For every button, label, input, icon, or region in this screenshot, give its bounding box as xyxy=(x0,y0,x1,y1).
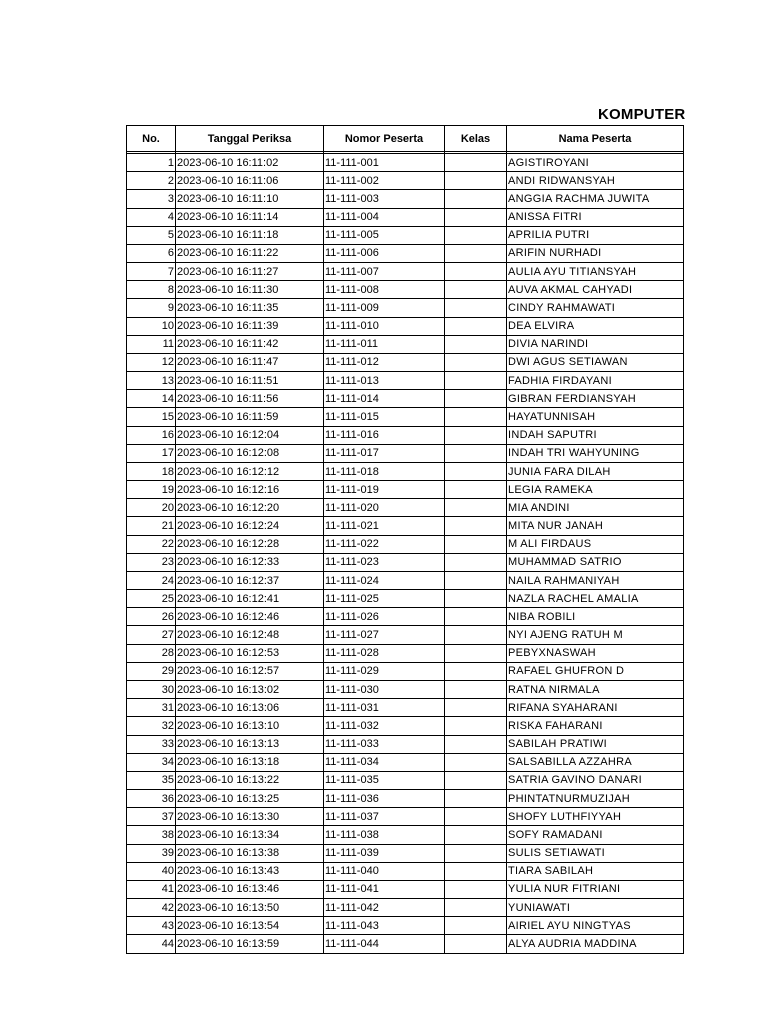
nomor-peserta-cell: 11-111-036 xyxy=(324,790,445,808)
table-body xyxy=(127,154,684,954)
table-row xyxy=(127,680,684,698)
kelas-cell xyxy=(445,826,507,844)
table-row xyxy=(127,353,684,371)
nama-peserta-cell: RAFAEL GHUFRON D xyxy=(507,662,684,680)
table-row xyxy=(127,462,684,480)
nama-peserta-cell: MIA ANDINI xyxy=(507,499,684,517)
nomor-peserta-cell: 11-111-042 xyxy=(324,899,445,917)
table-row xyxy=(127,808,684,826)
table-row xyxy=(127,335,684,353)
nomor-peserta-cell: 11-111-038 xyxy=(324,826,445,844)
nama-peserta-cell: PEBYXNASWAH xyxy=(507,644,684,662)
nama-peserta-cell: GIBRAN FERDIANSYAH xyxy=(507,390,684,408)
kelas-cell xyxy=(445,735,507,753)
table-row xyxy=(127,626,684,644)
tanggal-periksa-cell: 2023-06-10 16:11:06 xyxy=(176,172,324,190)
tanggal-periksa-cell: 2023-06-10 16:11:47 xyxy=(176,353,324,371)
kelas-cell xyxy=(445,444,507,462)
table-row xyxy=(127,826,684,844)
row-number: 17 xyxy=(127,444,176,462)
tanggal-periksa-cell: 2023-06-10 16:13:34 xyxy=(176,826,324,844)
kelas-cell xyxy=(445,372,507,390)
participant-table xyxy=(126,125,684,954)
kelas-cell xyxy=(445,190,507,208)
kelas-cell xyxy=(445,935,507,953)
table-row xyxy=(127,753,684,771)
kelas-cell xyxy=(445,208,507,226)
table-row xyxy=(127,844,684,862)
tanggal-periksa-cell: 2023-06-10 16:11:59 xyxy=(176,408,324,426)
table-row xyxy=(127,426,684,444)
table-row xyxy=(127,735,684,753)
table-row xyxy=(127,571,684,589)
tanggal-periksa-cell: 2023-06-10 16:11:42 xyxy=(176,335,324,353)
nomor-peserta-cell: 11-111-033 xyxy=(324,735,445,753)
table-row xyxy=(127,244,684,262)
tanggal-periksa-cell: 2023-06-10 16:12:12 xyxy=(176,462,324,480)
nama-peserta-cell: ARIFIN NURHADI xyxy=(507,244,684,262)
nama-peserta-cell: ANGGIA RACHMA JUWITA xyxy=(507,190,684,208)
kelas-cell xyxy=(445,281,507,299)
nama-peserta-cell: HAYATUNNISAH xyxy=(507,408,684,426)
row-number: 1 xyxy=(127,154,176,172)
nomor-peserta-cell: 11-111-037 xyxy=(324,808,445,826)
nomor-peserta-cell: 11-111-004 xyxy=(324,208,445,226)
row-number: 26 xyxy=(127,608,176,626)
nama-peserta-cell: NYI AJENG RATUH M xyxy=(507,626,684,644)
kelas-cell xyxy=(445,790,507,808)
row-number: 36 xyxy=(127,790,176,808)
tanggal-periksa-cell: 2023-06-10 16:11:02 xyxy=(176,154,324,172)
kelas-cell xyxy=(445,408,507,426)
nomor-peserta-cell: 11-111-001 xyxy=(324,154,445,172)
row-number: 16 xyxy=(127,426,176,444)
tanggal-periksa-cell: 2023-06-10 16:13:59 xyxy=(176,935,324,953)
nomor-peserta-cell: 11-111-005 xyxy=(324,226,445,244)
nomor-peserta-cell: 11-111-043 xyxy=(324,917,445,935)
nama-peserta-cell: TIARA SABILAH xyxy=(507,862,684,880)
table-row xyxy=(127,226,684,244)
kelas-cell xyxy=(445,680,507,698)
kelas-cell xyxy=(445,917,507,935)
kelas-cell xyxy=(445,571,507,589)
table-row xyxy=(127,917,684,935)
row-number: 42 xyxy=(127,899,176,917)
table-row xyxy=(127,662,684,680)
nomor-peserta-cell: 11-111-031 xyxy=(324,699,445,717)
tanggal-periksa-cell: 2023-06-10 16:11:10 xyxy=(176,190,324,208)
kelas-cell xyxy=(445,553,507,571)
nomor-peserta-cell: 11-111-010 xyxy=(324,317,445,335)
tanggal-periksa-cell: 2023-06-10 16:11:22 xyxy=(176,244,324,262)
row-number: 9 xyxy=(127,299,176,317)
nomor-peserta-cell: 11-111-022 xyxy=(324,535,445,553)
nama-peserta-cell: ANDI RIDWANSYAH xyxy=(507,172,684,190)
kelas-cell xyxy=(445,317,507,335)
tanggal-periksa-cell: 2023-06-10 16:13:13 xyxy=(176,735,324,753)
row-number: 37 xyxy=(127,808,176,826)
table-row xyxy=(127,517,684,535)
tanggal-periksa-cell: 2023-06-10 16:13:06 xyxy=(176,699,324,717)
table-row xyxy=(127,771,684,789)
row-number: 14 xyxy=(127,390,176,408)
nomor-peserta-cell: 11-111-024 xyxy=(324,571,445,589)
row-number: 30 xyxy=(127,680,176,698)
header-row xyxy=(127,126,684,152)
nama-peserta-cell: LEGIA RAMEKA xyxy=(507,481,684,499)
table-row xyxy=(127,208,684,226)
kelas-cell xyxy=(445,299,507,317)
nama-peserta-cell: DEA ELVIRA xyxy=(507,317,684,335)
tanggal-periksa-cell: 2023-06-10 16:11:39 xyxy=(176,317,324,335)
kelas-cell xyxy=(445,335,507,353)
nama-peserta-cell: NIBA ROBILI xyxy=(507,608,684,626)
row-number: 2 xyxy=(127,172,176,190)
row-number: 3 xyxy=(127,190,176,208)
table-row xyxy=(127,390,684,408)
nomor-peserta-cell: 11-111-020 xyxy=(324,499,445,517)
table-row xyxy=(127,154,684,172)
nama-peserta-cell: PHINTATNURMUZIJAH xyxy=(507,790,684,808)
kelas-cell xyxy=(445,771,507,789)
tanggal-periksa-cell: 2023-06-10 16:13:46 xyxy=(176,880,324,898)
table-row xyxy=(127,172,684,190)
nama-peserta-cell: DWI AGUS SETIAWAN xyxy=(507,353,684,371)
table-row xyxy=(127,590,684,608)
nama-peserta-cell: SHOFY LUTHFIYYAH xyxy=(507,808,684,826)
nama-peserta-cell: AULIA AYU TITIANSYAH xyxy=(507,263,684,281)
table-row xyxy=(127,535,684,553)
row-number: 11 xyxy=(127,335,176,353)
nama-peserta-cell: FADHIA FIRDAYANI xyxy=(507,372,684,390)
nama-peserta-cell: SALSABILLA AZZAHRA xyxy=(507,753,684,771)
tanggal-periksa-cell: 2023-06-10 16:11:56 xyxy=(176,390,324,408)
nomor-peserta-cell: 11-111-023 xyxy=(324,553,445,571)
table-row xyxy=(127,608,684,626)
nomor-peserta-cell: 11-111-035 xyxy=(324,771,445,789)
nomor-peserta-cell: 11-111-025 xyxy=(324,590,445,608)
nama-peserta-cell: ANISSA FITRI xyxy=(507,208,684,226)
tanggal-periksa-cell: 2023-06-10 16:12:33 xyxy=(176,553,324,571)
kelas-cell xyxy=(445,535,507,553)
nomor-peserta-cell: 11-111-030 xyxy=(324,680,445,698)
nama-peserta-cell: YULIA NUR FITRIANI xyxy=(507,880,684,898)
nama-peserta-cell: MITA NUR JANAH xyxy=(507,517,684,535)
tanggal-periksa-cell: 2023-06-10 16:12:08 xyxy=(176,444,324,462)
row-number: 29 xyxy=(127,662,176,680)
nama-peserta-cell: INDAH TRI WAHYUNING xyxy=(507,444,684,462)
table-row xyxy=(127,699,684,717)
table-row xyxy=(127,481,684,499)
header-tanggal-periksa: Tanggal Periksa xyxy=(176,126,324,152)
tanggal-periksa-cell: 2023-06-10 16:12:53 xyxy=(176,644,324,662)
tanggal-periksa-cell: 2023-06-10 16:12:20 xyxy=(176,499,324,517)
kelas-cell xyxy=(445,699,507,717)
row-number: 35 xyxy=(127,771,176,789)
nama-peserta-cell: ALYA AUDRIA MADDINA xyxy=(507,935,684,953)
row-number: 40 xyxy=(127,862,176,880)
nomor-peserta-cell: 11-111-019 xyxy=(324,481,445,499)
nama-peserta-cell: INDAH SAPUTRI xyxy=(507,426,684,444)
row-number: 25 xyxy=(127,590,176,608)
table-row xyxy=(127,317,684,335)
row-number: 12 xyxy=(127,353,176,371)
nomor-peserta-cell: 11-111-028 xyxy=(324,644,445,662)
tanggal-periksa-cell: 2023-06-10 16:13:30 xyxy=(176,808,324,826)
nomor-peserta-cell: 11-111-021 xyxy=(324,517,445,535)
row-number: 23 xyxy=(127,553,176,571)
tanggal-periksa-cell: 2023-06-10 16:12:24 xyxy=(176,517,324,535)
row-number: 10 xyxy=(127,317,176,335)
tanggal-periksa-cell: 2023-06-10 16:13:10 xyxy=(176,717,324,735)
kelas-cell xyxy=(445,263,507,281)
row-number: 4 xyxy=(127,208,176,226)
kelas-cell xyxy=(445,862,507,880)
tanggal-periksa-cell: 2023-06-10 16:12:16 xyxy=(176,481,324,499)
header-kelas: Kelas xyxy=(445,126,507,152)
nomor-peserta-cell: 11-111-041 xyxy=(324,880,445,898)
row-number: 8 xyxy=(127,281,176,299)
row-number: 44 xyxy=(127,935,176,953)
kelas-cell xyxy=(445,644,507,662)
table-row xyxy=(127,935,684,953)
row-number: 15 xyxy=(127,408,176,426)
nama-peserta-cell: SABILAH PRATIWI xyxy=(507,735,684,753)
nama-peserta-cell: JUNIA FARA DILAH xyxy=(507,462,684,480)
kelas-cell xyxy=(445,390,507,408)
nomor-peserta-cell: 11-111-018 xyxy=(324,462,445,480)
table-row xyxy=(127,190,684,208)
tanggal-periksa-cell: 2023-06-10 16:11:18 xyxy=(176,226,324,244)
kelas-cell xyxy=(445,244,507,262)
tanggal-periksa-cell: 2023-06-10 16:12:37 xyxy=(176,571,324,589)
tanggal-periksa-cell: 2023-06-10 16:13:22 xyxy=(176,771,324,789)
nomor-peserta-cell: 11-111-015 xyxy=(324,408,445,426)
nomor-peserta-cell: 11-111-002 xyxy=(324,172,445,190)
table-row xyxy=(127,899,684,917)
nomor-peserta-cell: 11-111-027 xyxy=(324,626,445,644)
nama-peserta-cell: SATRIA GAVINO DANARI xyxy=(507,771,684,789)
nomor-peserta-cell: 11-111-044 xyxy=(324,935,445,953)
row-number: 22 xyxy=(127,535,176,553)
kelas-cell xyxy=(445,154,507,172)
nama-peserta-cell: AUVA AKMAL CAHYADI xyxy=(507,281,684,299)
tanggal-periksa-cell: 2023-06-10 16:12:28 xyxy=(176,535,324,553)
tanggal-periksa-cell: 2023-06-10 16:13:43 xyxy=(176,862,324,880)
tanggal-periksa-cell: 2023-06-10 16:11:35 xyxy=(176,299,324,317)
row-number: 18 xyxy=(127,462,176,480)
nomor-peserta-cell: 11-111-009 xyxy=(324,299,445,317)
table-row xyxy=(127,263,684,281)
kelas-cell xyxy=(445,808,507,826)
table-row xyxy=(127,862,684,880)
nomor-peserta-cell: 11-111-013 xyxy=(324,372,445,390)
kelas-cell xyxy=(445,462,507,480)
row-number: 21 xyxy=(127,517,176,535)
kelas-cell xyxy=(445,426,507,444)
row-number: 6 xyxy=(127,244,176,262)
kelas-cell xyxy=(445,880,507,898)
row-number: 7 xyxy=(127,263,176,281)
tanggal-periksa-cell: 2023-06-10 16:11:30 xyxy=(176,281,324,299)
row-number: 24 xyxy=(127,571,176,589)
kelas-cell xyxy=(445,844,507,862)
header-nomor-peserta: Nomor Peserta xyxy=(324,126,445,152)
nomor-peserta-cell: 11-111-003 xyxy=(324,190,445,208)
page-title: KOMPUTER xyxy=(598,106,686,123)
nomor-peserta-cell: 11-111-034 xyxy=(324,753,445,771)
nama-peserta-cell: MUHAMMAD SATRIO xyxy=(507,553,684,571)
kelas-cell xyxy=(445,172,507,190)
nama-peserta-cell: M ALI FIRDAUS xyxy=(507,535,684,553)
nomor-peserta-cell: 11-111-006 xyxy=(324,244,445,262)
nama-peserta-cell: YUNIAWATI xyxy=(507,899,684,917)
row-number: 13 xyxy=(127,372,176,390)
row-number: 39 xyxy=(127,844,176,862)
nomor-peserta-cell: 11-111-040 xyxy=(324,862,445,880)
nama-peserta-cell: APRILIA PUTRI xyxy=(507,226,684,244)
row-number: 19 xyxy=(127,481,176,499)
tanggal-periksa-cell: 2023-06-10 16:13:02 xyxy=(176,680,324,698)
kelas-cell xyxy=(445,353,507,371)
tanggal-periksa-cell: 2023-06-10 16:12:04 xyxy=(176,426,324,444)
nama-peserta-cell: NAILA RAHMANIYAH xyxy=(507,571,684,589)
tanggal-periksa-cell: 2023-06-10 16:12:41 xyxy=(176,590,324,608)
table-row xyxy=(127,299,684,317)
table-row xyxy=(127,281,684,299)
row-number: 5 xyxy=(127,226,176,244)
nama-peserta-cell: RISKA FAHARANI xyxy=(507,717,684,735)
tanggal-periksa-cell: 2023-06-10 16:11:27 xyxy=(176,263,324,281)
kelas-cell xyxy=(445,608,507,626)
nomor-peserta-cell: 11-111-017 xyxy=(324,444,445,462)
table-row xyxy=(127,790,684,808)
nama-peserta-cell: SULIS SETIAWATI xyxy=(507,844,684,862)
header-no: No. xyxy=(127,126,176,152)
kelas-cell xyxy=(445,226,507,244)
nama-peserta-cell: RIFANA SYAHARANI xyxy=(507,699,684,717)
kelas-cell xyxy=(445,517,507,535)
nama-peserta-cell: SOFY RAMADANI xyxy=(507,826,684,844)
kelas-cell xyxy=(445,662,507,680)
nomor-peserta-cell: 11-111-007 xyxy=(324,263,445,281)
tanggal-periksa-cell: 2023-06-10 16:13:18 xyxy=(176,753,324,771)
table-row xyxy=(127,644,684,662)
tanggal-periksa-cell: 2023-06-10 16:12:46 xyxy=(176,608,324,626)
nomor-peserta-cell: 11-111-032 xyxy=(324,717,445,735)
table-row xyxy=(127,444,684,462)
table-row xyxy=(127,408,684,426)
nomor-peserta-cell: 11-111-014 xyxy=(324,390,445,408)
kelas-cell xyxy=(445,590,507,608)
nama-peserta-cell: DIVIA NARINDI xyxy=(507,335,684,353)
tanggal-periksa-cell: 2023-06-10 16:11:14 xyxy=(176,208,324,226)
kelas-cell xyxy=(445,499,507,517)
row-number: 34 xyxy=(127,753,176,771)
tanggal-periksa-cell: 2023-06-10 16:13:54 xyxy=(176,917,324,935)
kelas-cell xyxy=(445,626,507,644)
row-number: 28 xyxy=(127,644,176,662)
nomor-peserta-cell: 11-111-029 xyxy=(324,662,445,680)
kelas-cell xyxy=(445,481,507,499)
table-header xyxy=(127,126,684,152)
tanggal-periksa-cell: 2023-06-10 16:12:48 xyxy=(176,626,324,644)
table-row xyxy=(127,553,684,571)
tanggal-periksa-cell: 2023-06-10 16:11:51 xyxy=(176,372,324,390)
kelas-cell xyxy=(445,899,507,917)
nama-peserta-cell: AIRIEL AYU NINGTYAS xyxy=(507,917,684,935)
nama-peserta-cell: CINDY RAHMAWATI xyxy=(507,299,684,317)
row-number: 43 xyxy=(127,917,176,935)
row-number: 27 xyxy=(127,626,176,644)
tanggal-periksa-cell: 2023-06-10 16:12:57 xyxy=(176,662,324,680)
table-row xyxy=(127,372,684,390)
table-row xyxy=(127,717,684,735)
row-number: 20 xyxy=(127,499,176,517)
table-row xyxy=(127,880,684,898)
nomor-peserta-cell: 11-111-012 xyxy=(324,353,445,371)
row-number: 41 xyxy=(127,880,176,898)
tanggal-periksa-cell: 2023-06-10 16:13:50 xyxy=(176,899,324,917)
nama-peserta-cell: NAZLA RACHEL AMALIA xyxy=(507,590,684,608)
nomor-peserta-cell: 11-111-016 xyxy=(324,426,445,444)
tanggal-periksa-cell: 2023-06-10 16:13:38 xyxy=(176,844,324,862)
row-number: 31 xyxy=(127,699,176,717)
header-nama-peserta: Nama Peserta xyxy=(507,126,684,152)
tanggal-periksa-cell: 2023-06-10 16:13:25 xyxy=(176,790,324,808)
row-number: 38 xyxy=(127,826,176,844)
nomor-peserta-cell: 11-111-008 xyxy=(324,281,445,299)
kelas-cell xyxy=(445,717,507,735)
nomor-peserta-cell: 11-111-011 xyxy=(324,335,445,353)
nama-peserta-cell: RATNA NIRMALA xyxy=(507,680,684,698)
kelas-cell xyxy=(445,753,507,771)
nomor-peserta-cell: 11-111-039 xyxy=(324,844,445,862)
row-number: 32 xyxy=(127,717,176,735)
nama-peserta-cell: AGISTIROYANI xyxy=(507,154,684,172)
table-row xyxy=(127,499,684,517)
nomor-peserta-cell: 11-111-026 xyxy=(324,608,445,626)
row-number: 33 xyxy=(127,735,176,753)
